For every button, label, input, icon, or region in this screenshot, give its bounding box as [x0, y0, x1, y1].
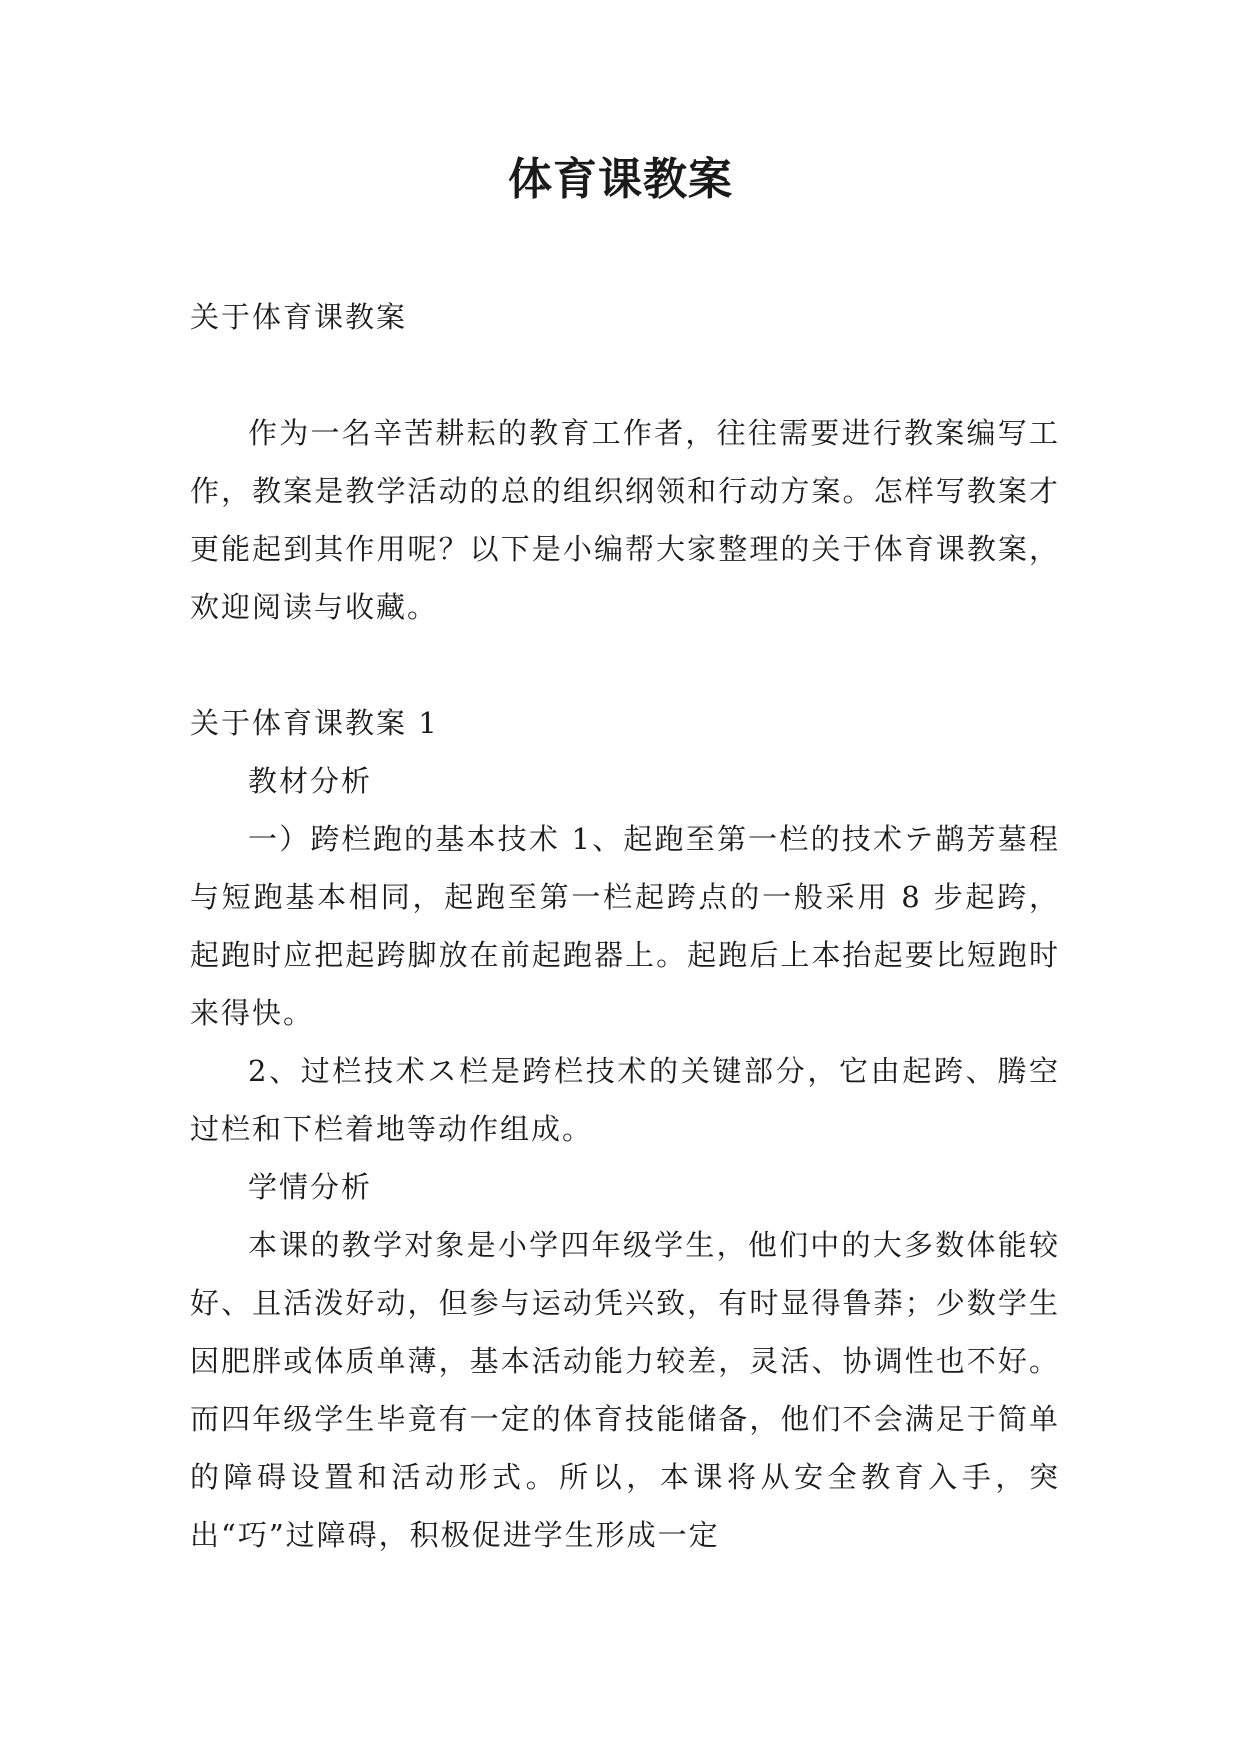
student-analysis-heading: 学情分析	[248, 1170, 373, 1204]
section-heading: 关于体育课教案 1	[190, 706, 439, 740]
student-analysis-paragraph: 本课的教学对象是小学四年级学生，他们中的大多数体能较好、且活泼好动，但参与运动凭兴致，有时显得鲁莽；少数学生因肥胖或体质单薄，基本活动能力较差，灵活、协调性也不好。而四年级学生毕竟有一定的体育技能储备，他们不会满足于简单的障碍设置和活动形式。所以，本课将从安全教育入手，突出“巧”过障碍，积极促进学生形成一定	[190, 1228, 1060, 1552]
document-body	[190, 288, 1060, 1564]
intro-paragraph: 作为一名辛苦耕耘的教育工作者，往往需要进行教案编写工作，教案是教学活动的总的组织纲领和行动方案。怎样写教案才更能起到其作用呢？以下是小编帮大家整理的关于体育课教案，欢迎阅读与收藏。	[190, 416, 1060, 624]
document-subtitle: 关于体育课教案	[190, 300, 408, 334]
hurdle-technique-paragraph: 一）跨栏跑的基本技术 1、起跑至第一栏的技术テ鹋芳墓程与短跑基本相同，起跑至第一栏起跨点的一般采用 8 步起跨，起跑时应把起跨脚放在前起跑器上。起跑后上本抬起要比短跑时来得快。	[190, 822, 1060, 1030]
material-analysis-heading: 教材分析	[248, 764, 373, 798]
document-title: 体育课教案	[508, 154, 733, 205]
hurdle-crossing-paragraph: 2、过栏技术ス栏是跨栏技术的关键部分，它由起跨、腾空过栏和下栏着地等动作组成。	[190, 1054, 1060, 1146]
